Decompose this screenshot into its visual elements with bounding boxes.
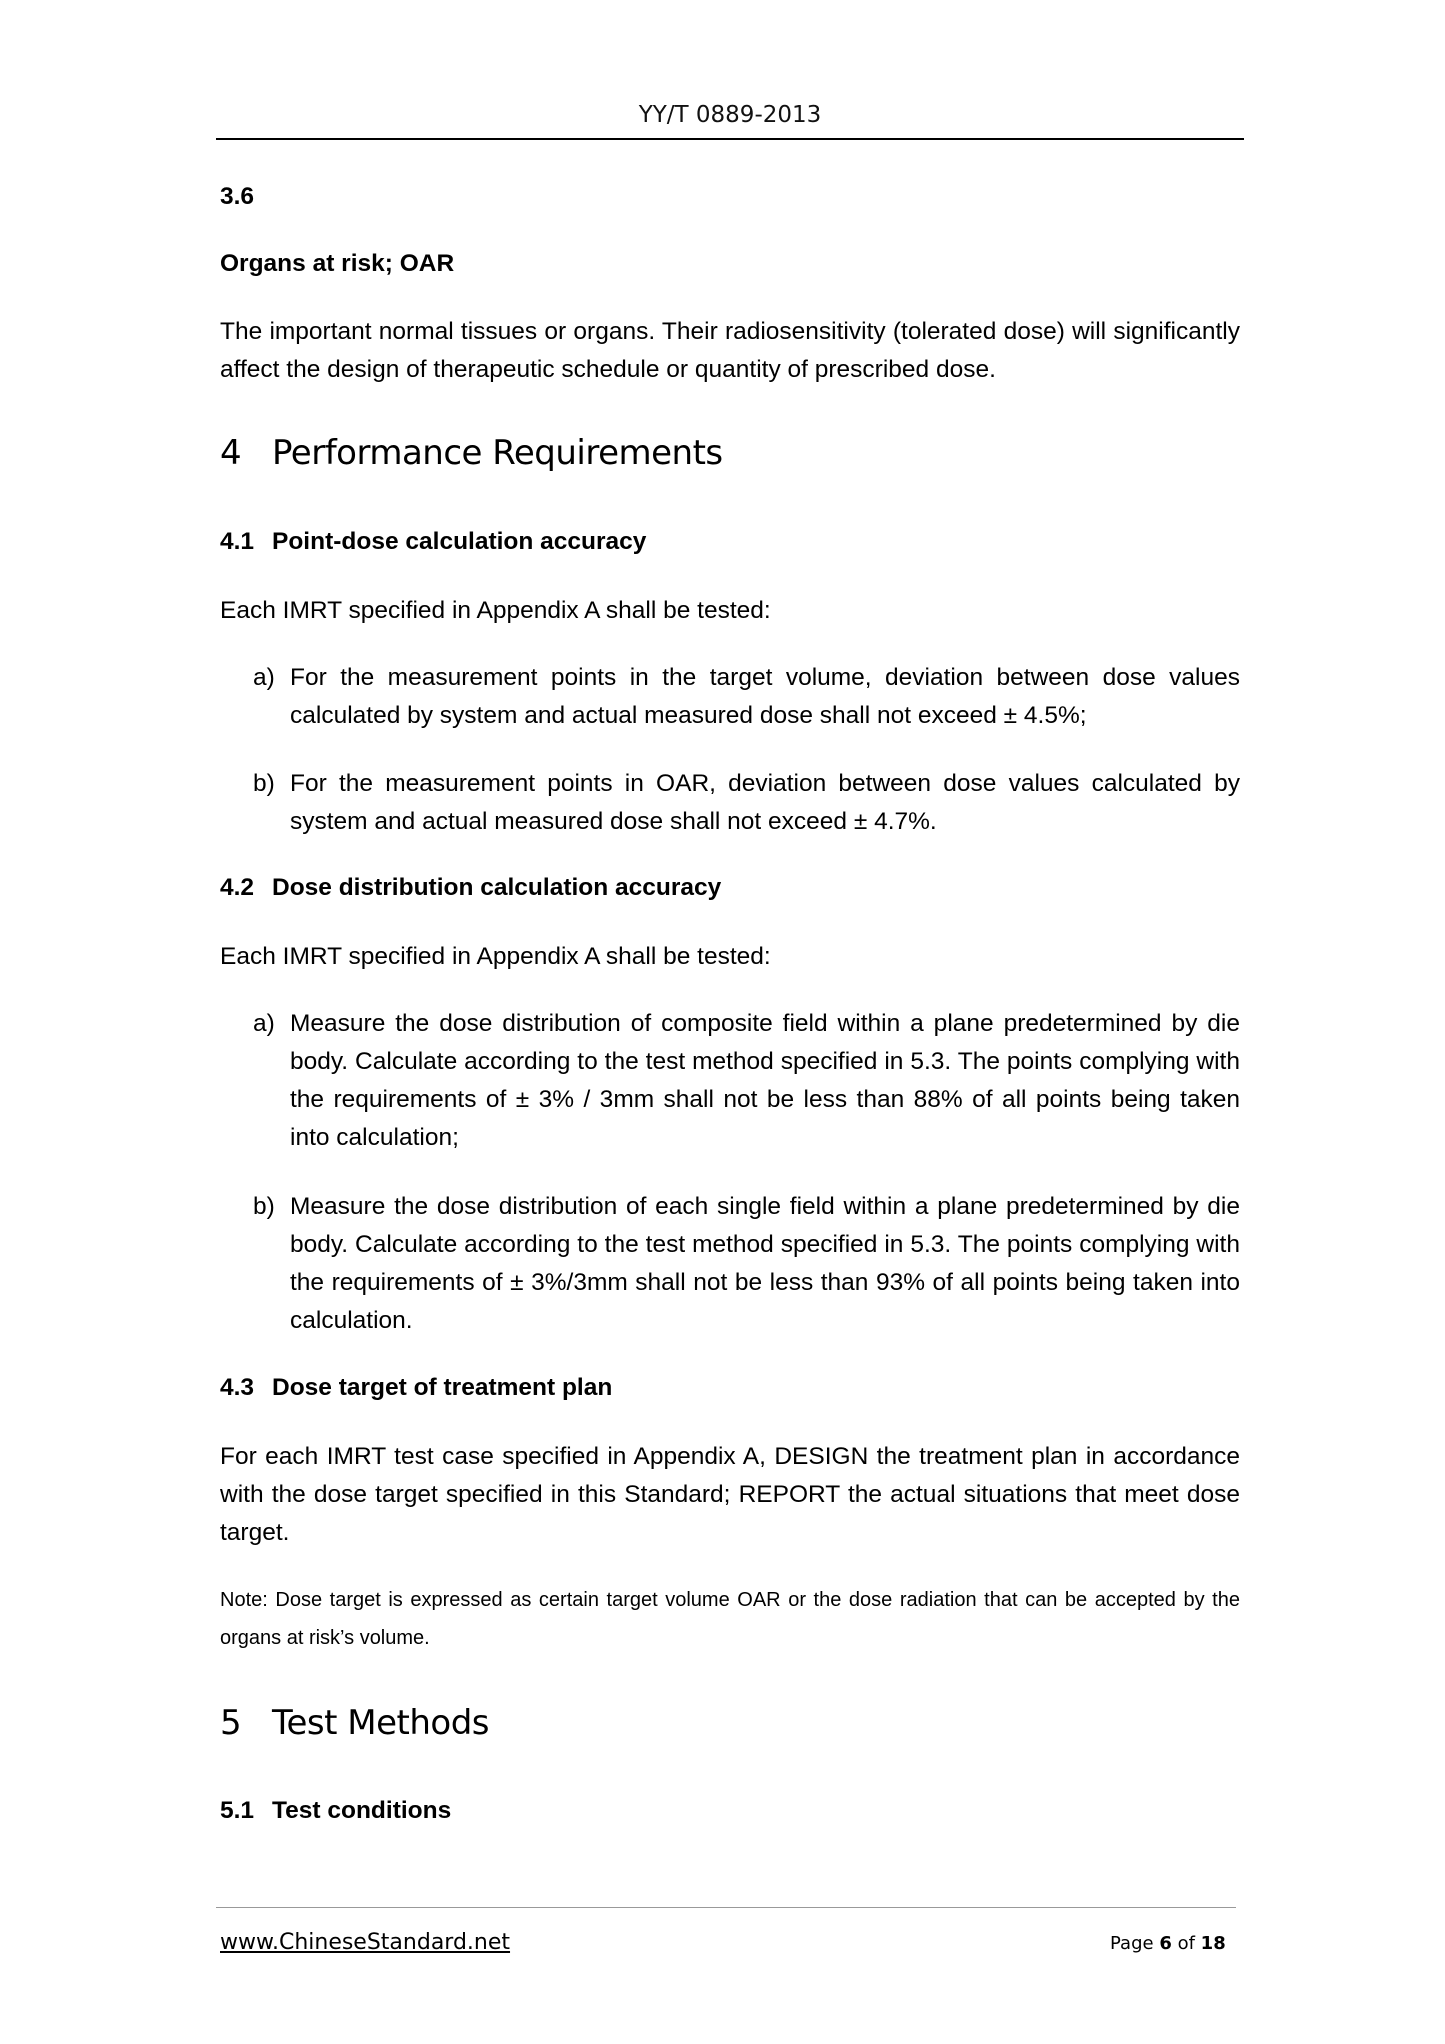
term-title: Organs at risk; OAR (220, 250, 455, 277)
clause-4-2-item-b (253, 1188, 1240, 1340)
section-4-title: Performance Requirements (272, 433, 723, 473)
page-total: 18 (1200, 1933, 1226, 1954)
section-4-heading (220, 433, 723, 473)
clause-4-3-heading (220, 1374, 612, 1402)
footer-website-link[interactable]: www.ChineseStandard.net (220, 1930, 511, 1955)
clause-4-2-intro: Each IMRT specified in Appendix A shall be tested: (220, 943, 771, 970)
page-header: YY/T 0889-2013 (638, 102, 822, 128)
item-label: b) (253, 770, 275, 797)
item-text: For the measurement points in OAR, deviation between dose values calculated by system and actual measured dose shall not exceed ± 4.7%. (290, 770, 1240, 835)
clause-number-3-6: 3.6 (220, 183, 255, 210)
clause-4-3-title: Dose target of treatment plan (272, 1374, 613, 1401)
item-label: b) (253, 1193, 275, 1220)
clause-4-3-body: For each IMRT test case specified in Appendix A, DESIGN the treatment plan in accordance with the dose target specified in this Standard; REPORT the actual situations that meet dose target. (220, 1443, 1240, 1546)
clause-5-1-title: Test conditions (272, 1797, 452, 1824)
footer-page-number (1110, 1933, 1226, 1954)
section-5-heading (220, 1703, 489, 1743)
footer-divider (216, 1907, 1236, 1908)
clause-4-2-item-a (253, 1005, 1240, 1157)
clause-4-3-note: Note: Dose target is expressed as certain target volume OAR or the dose radiation that can be accepted by the organs at risk’s volume. (220, 1589, 1240, 1649)
clause-4-2-number: 4.2 (220, 874, 255, 901)
header-divider (216, 138, 1244, 140)
clause-4-2-title: Dose distribution calculation accuracy (272, 874, 722, 901)
clause-4-2-heading (220, 874, 721, 902)
item-text: For the measurement points in the target volume, deviation between dose values calculated by system and actual measured dose shall not exceed ± 4.5%; (290, 664, 1240, 729)
section-5-number: 5 (220, 1703, 242, 1743)
page-of: of (1177, 1933, 1195, 1954)
page-current: 6 (1159, 1933, 1172, 1954)
term-definition: The important normal tissues or organs. Their radiosensitivity (tolerated dose) will significantly affect the design of therapeutic schedule or quantity of prescribed dose. (220, 318, 1240, 383)
item-text: Measure the dose distribution of each single field within a plane predetermined by die body. Calculate according to the test method specified in 5.3. The points complying with the requirements of ± 3%/3mm shall not be less than 93% of all points being taken into calculation. (290, 1193, 1240, 1334)
clause-4-1-intro: Each IMRT specified in Appendix A shall be tested: (220, 597, 771, 624)
clause-4-1-heading (220, 528, 646, 556)
clause-4-1-item-b (253, 765, 1240, 841)
section-5-title: Test Methods (272, 1703, 489, 1743)
clause-4-1-title: Point-dose calculation accuracy (272, 528, 647, 555)
clause-4-3-number: 4.3 (220, 1374, 255, 1401)
clause-5-1-number: 5.1 (220, 1797, 255, 1824)
item-text: Measure the dose distribution of composite field within a plane predetermined by die body. Calculate according to the test method specified in 5.3. The points complying with the requirements of ± 3% / 3mm shall not be less than 88% of all points being taken into calculation; (290, 1010, 1240, 1151)
item-label: a) (253, 1010, 275, 1037)
clause-5-1-heading (220, 1797, 451, 1825)
clause-4-1-item-a (253, 659, 1240, 735)
item-label: a) (253, 664, 275, 691)
section-4-number: 4 (220, 433, 242, 473)
page-word: Page (1110, 1933, 1154, 1954)
clause-4-1-number: 4.1 (220, 528, 255, 555)
